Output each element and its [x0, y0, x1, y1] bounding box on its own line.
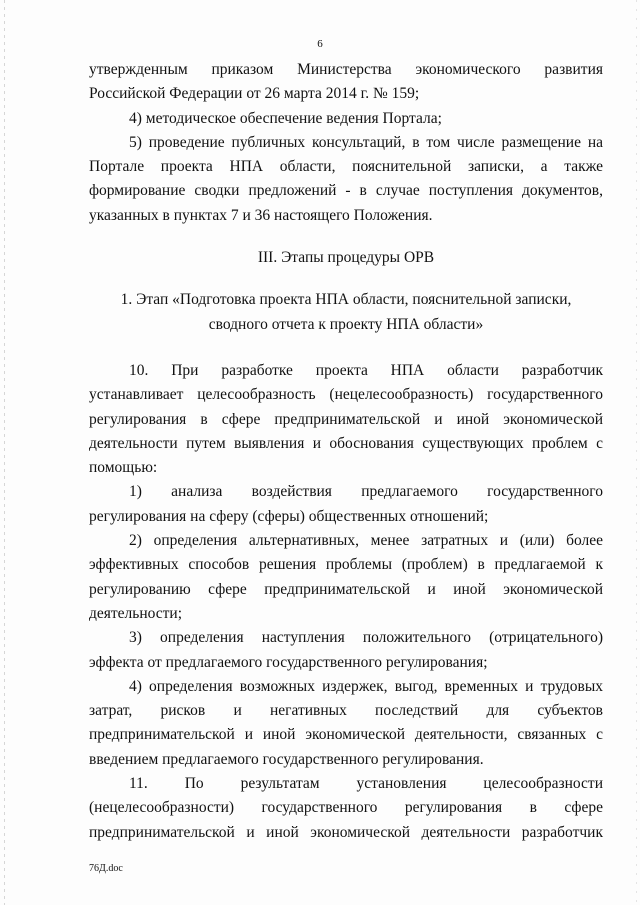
text-line: введением предлагаемого государственного регулирования.: [89, 750, 484, 768]
text-line: деятельности;: [89, 604, 183, 622]
text-line: эффекта от предлагаемого государственного регулирования;: [89, 653, 488, 671]
scan-edge-right: [636, 0, 637, 905]
text-line: 4) методическое обеспечение ведения Портала;: [129, 109, 442, 127]
text-line: Портале проекта НПА области, пояснительной записки, а также: [89, 158, 603, 176]
text-line: 10. При разработке проекта НПА области разработчик: [129, 361, 603, 379]
text-line: устанавливает целесообразность (нецелесообразность) государственного: [89, 386, 603, 404]
text-line: помощью:: [89, 459, 158, 477]
text-line: эффективных способов решения проблемы (проблем) в предлагаемой к: [89, 556, 603, 574]
text-line: деятельности путем выявления и обоснования существующих проблем с: [89, 434, 603, 452]
text-line: 5) проведение публичных консультаций, в том числе размещение на: [129, 133, 603, 151]
scan-edge-left: [4, 0, 5, 905]
text-line: регулирования на сферу (сферы) общественных отношений;: [89, 507, 489, 525]
text-line: предпринимательской и иной экономической деятельности, связанных с: [89, 726, 603, 744]
footer-filename: 76Д.doc: [89, 863, 123, 874]
text-line: предпринимательской и иной экономической деятельности разработчик: [89, 823, 603, 841]
document-body: [89, 58, 603, 845]
list-item: 1) анализа воздействия предлагаемого государственного: [129, 483, 603, 501]
text-line: регулирования в сфере предпринимательской и иной экономической: [89, 410, 603, 428]
page-number: 6: [317, 38, 323, 50]
text-line: Российской Федерации от 26 марта 2014 г. № 159;: [89, 85, 420, 103]
text-line: регулированию сфере предпринимательской и иной экономической: [89, 580, 603, 598]
stage-heading: 1. Этап «Подготовка проекта НПА области, пояснительной записки,: [120, 291, 572, 309]
section-heading: III. Этапы процедуры ОРВ: [257, 249, 435, 267]
text-line: указанных в пунктах 7 и 36 настоящего Положения.: [89, 206, 433, 224]
text-line: (нецелесообразности) государственного регулирования в сфере: [89, 799, 603, 817]
text-line: затрат, рисков и негативных последствий для субъектов: [89, 702, 603, 720]
list-item: 3) определения наступления положительного (отрицательного): [129, 629, 603, 647]
text-line: утвержденным приказом Министерства экономического развития: [89, 61, 603, 78]
list-item: 2) определения альтернативных, менее затратных и (или) более: [129, 532, 603, 550]
text-line: формирование сводки предложений - в случае поступления документов,: [89, 182, 603, 200]
stage-heading: сводного отчета к проекту НПА области»: [208, 315, 484, 333]
text-line: 11. По результатам установления целесообразности: [129, 775, 603, 793]
list-item: 4) определения возможных издержек, выгод, временных и трудовых: [129, 677, 603, 695]
